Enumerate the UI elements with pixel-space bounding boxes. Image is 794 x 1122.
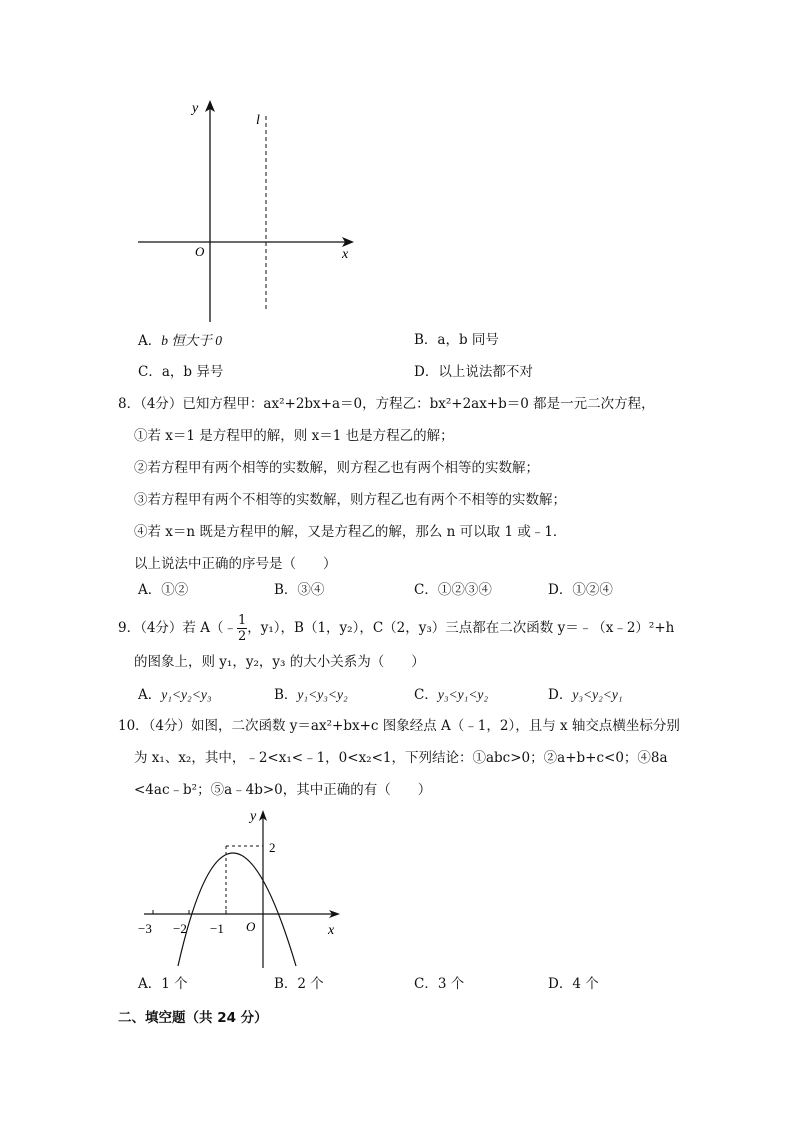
x-axis-label: x (328, 923, 335, 938)
q8-option-d[interactable]: D．①②④ (548, 582, 613, 598)
q10-line3: <4ac﹣b²；⑤a﹣4b>0，其中正确的有（ ） (134, 782, 432, 798)
tick-label-neg-1: −1 (210, 921, 224, 936)
q8-item-2: ②若方程甲有两个相等的实数解，则方程乙也有两个相等的实数解； (134, 460, 539, 476)
q10-line2: 为 x₁、x₂，其中，﹣2<x₁<﹣1，0<x₂<1，下列结论：①abc>0；②a+b+c<0；④8a (134, 750, 668, 766)
figure-axes-line-l (130, 92, 360, 324)
q8-option-b[interactable]: B．③④ (274, 582, 325, 598)
q9-stem: 9．（4分）若 A（﹣ $\frac{1}{2}$ ，y₁），B（1，y₂），C（2，y₃）三点都在二次函数 y＝﹣（x﹣2）²+h (118, 613, 675, 644)
q9-option-d[interactable]: D．y₃<y₂<y₁ (548, 687, 623, 703)
q8-stem: 8．（4分）已知方程甲：ax²+2bx+a＝0，方程乙：bx²+2ax+b＝0 都是一元二次方程， (118, 396, 655, 412)
q8-option-a[interactable]: A．①② (138, 582, 189, 598)
q9-option-a[interactable]: A．y₁<y₂<y₃ (138, 687, 212, 703)
section-heading-fill-in: 二、填空题（共 24 分） (118, 1010, 268, 1026)
q10-option-d[interactable]: D．4 个 (548, 976, 599, 992)
q8-option-c[interactable]: C．①②③④ (414, 582, 492, 598)
q8-item-4: ④若 x＝n 既是方程甲的解，又是方程乙的解，那么 n 可以取 1 或﹣1． (134, 524, 567, 540)
origin-label: O (195, 244, 205, 259)
line-l-label: l (256, 113, 260, 128)
figure-parabola (138, 804, 348, 970)
q9-option-b[interactable]: B．y₁<y₃<y₂ (274, 687, 348, 703)
parabola-curve (178, 853, 296, 966)
q7-option-b[interactable]: B．a，b 同号 (414, 332, 499, 348)
q10-option-a[interactable]: A．1 个 (138, 976, 188, 992)
fraction-one-half: $\frac{1}{2}$ (237, 613, 247, 644)
tick-label-neg-3: −3 (138, 921, 152, 936)
q7-option-d[interactable]: D．以上说法都不对 (414, 364, 533, 380)
y-axis-label: y (192, 101, 199, 116)
q9-line2: 的图象上，则 y₁，y₂，y₃ 的大小关系为（ ） (134, 654, 425, 670)
x-axis-label: x (342, 247, 349, 262)
q10-option-c[interactable]: C．3 个 (414, 976, 465, 992)
y-axis-label: y (250, 809, 257, 824)
q8-ask: 以上说法中正确的序号是（ ） (134, 556, 337, 572)
q8-item-3: ③若方程甲有两个不相等的实数解，则方程乙也有两个不相等的实数解； (134, 492, 566, 508)
q9-option-c[interactable]: C．y₃<y₁<y₂ (414, 687, 489, 703)
q10-line1: 10．（4分）如图，二次函数 y＝ax²+bx+c 图象经点 A（﹣1，2），且与 x 轴交点横坐标分别 (118, 718, 680, 734)
tick-label-neg-2: −2 (173, 921, 187, 936)
q10-option-b[interactable]: B．2 个 (274, 976, 324, 992)
value-label-2: 2 (269, 840, 276, 855)
q7-option-c[interactable]: C．a，b 异号 (138, 364, 224, 380)
origin-label: O (246, 919, 256, 934)
q8-item-1: ①若 x＝1 是方程甲的解，则 x＝1 也是方程乙的解； (134, 428, 454, 444)
q7-option-a[interactable]: A．b 恒大于 0 (138, 333, 222, 349)
